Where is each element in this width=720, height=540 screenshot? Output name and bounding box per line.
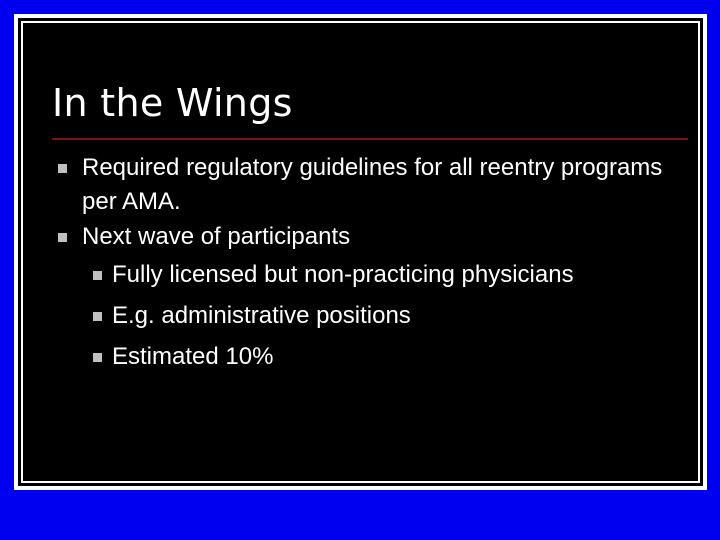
bullet-text: Required regulatory guidelines for all reentry programs per AMA. (82, 154, 663, 215)
square-bullet-icon (93, 271, 102, 280)
square-bullet-icon (58, 164, 67, 173)
sub-bullet-item (52, 336, 682, 377)
bullet-text: Next wave of participants (82, 223, 351, 250)
title-underline (52, 138, 688, 140)
sub-bullet-text: E.g. administrative positions (112, 302, 411, 329)
slide-canvas (21, 21, 700, 483)
sub-bullet-text: Estimated 10% (112, 343, 274, 370)
sub-bullet-text: Fully licensed but non-practicing physicians (112, 261, 574, 288)
square-bullet-icon (93, 353, 102, 362)
slide-frame (14, 14, 707, 490)
slide-title: In the Wings (52, 81, 293, 125)
bullet-list (52, 151, 682, 377)
square-bullet-icon (58, 233, 67, 242)
slide-frame-inner (18, 18, 703, 486)
sub-bullet-item (52, 295, 682, 336)
square-bullet-icon (93, 312, 102, 321)
sub-bullet-item (52, 254, 682, 295)
bullet-item (52, 151, 682, 219)
bullet-item (52, 220, 682, 254)
